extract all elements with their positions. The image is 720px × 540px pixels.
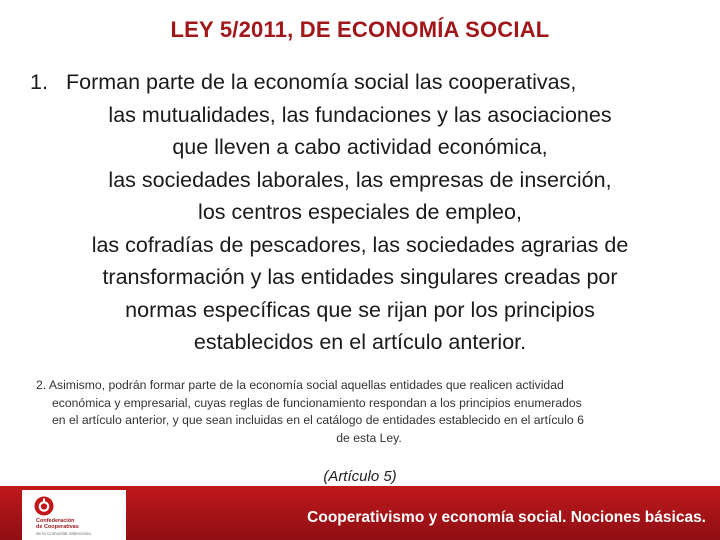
paragraph-1 — [20, 66, 700, 359]
paragraph-1-line: los centros especiales de empleo, — [198, 200, 522, 224]
paragraph-2-line: económica y empresarial, cuyas reglas de funcionamiento respondan a los principios enumerados — [52, 395, 582, 410]
paragraph-1-line: establecidos en el artículo anterior. — [193, 330, 527, 354]
cooperative-logo-icon — [34, 496, 54, 516]
logo-text-line: Confederación — [36, 518, 75, 524]
logo-text-line: de la Comunitat Valenciana — [36, 531, 91, 536]
list-number: 1. — [30, 70, 48, 94]
paragraph-1-line: las cofradías de pescadores, las sociedades agrarias de — [91, 232, 629, 257]
paragraph-2-line: 2. Asimismo, podrán formar parte de la economía social aquellas entidades que realicen actividad — [36, 378, 564, 392]
article-citation: (Artículo 5) — [323, 468, 397, 485]
organization-logo — [22, 490, 126, 540]
paragraph-2-line: en el artículo anterior, y que sean incluidas en el catálogo de entidades establecido en el artículo 6 — [52, 413, 584, 427]
paragraph-1-line: que lleven a cabo actividad económica, — [172, 135, 548, 159]
paragraph-1-line: transformación y las entidades singulares creadas por — [102, 265, 618, 289]
paragraph-1-line: las sociedades laborales, las empresas de inserción, — [108, 167, 612, 192]
paragraph-1-line: normas específicas que se rijan por los principios — [125, 297, 595, 322]
paragraph-1-line: las mutualidades, las fundaciones y las asociaciones — [108, 102, 612, 127]
paragraph-1-line: 1. Forman parte de la economía social las cooperativas, — [20, 66, 700, 99]
paragraph-2-line: de esta Ley. — [336, 430, 402, 445]
footer-caption: Cooperativismo y economía social. Nociones básicas. — [307, 509, 706, 526]
paragraph-2 — [0, 377, 720, 447]
page-title: LEY 5/2011, DE ECONOMÍA SOCIAL — [170, 17, 550, 42]
logo-text-line: de Cooperativas — [36, 524, 79, 530]
